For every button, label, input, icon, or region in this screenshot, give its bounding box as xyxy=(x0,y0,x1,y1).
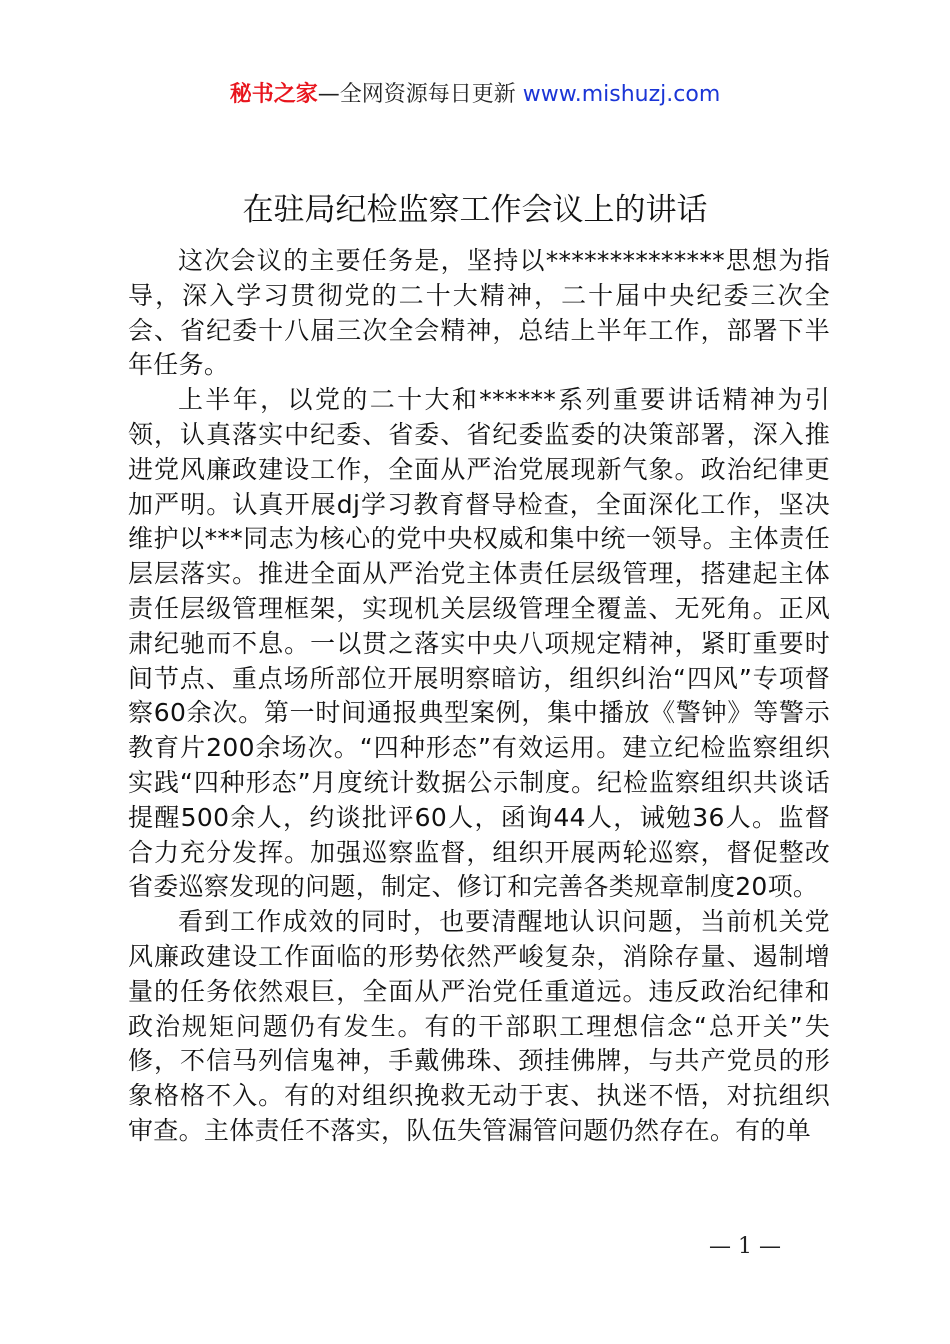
brand-name: 秘书之家 xyxy=(229,82,318,107)
paragraph-problems: 看到工作成效的同时，也要清醒地认识问题，当前机关党风廉政建设工作面临的形势依然严峻复杂，消除存量、遏制增量的任务依然艰巨，全面从严治党任重道远。违反政治纪律和政治规矩问题仍有发生。有的干部职工理想信念“总开关”失修，不信马列信鬼神，手戴佛珠、颈挂佛牌，与共产党员的形象格格不入。有的对组织挽救无动于衷、执迷不悟，对抗组织审查。主体责任不落实，队伍失管漏管问题仍然存在。有的单 xyxy=(128,907,830,1145)
page-number: — 1 — xyxy=(709,1234,781,1259)
document-title: 在驻局纪检监察工作会议上的讲话 xyxy=(242,192,708,228)
site-watermark-header xyxy=(0,80,950,110)
tagline: —全网资源每日更新 xyxy=(317,82,523,107)
paragraph-achievements: 上半年，以党的二十大和******系列重要讲话精神为引领，认真落实中纪委、省委、省纪委监委的决策部署，深入推进党风廉政建设工作，全面从严治党展现新气象。政治纪律更加严明。认真开展dj学习教育督导检查，全面深化工作，坚决维护以***同志为核心的党中央权威和集中统一领导。主体责任层层落实。推进全面从严治党主体责任层级管理，搭建起主体责任层级管理框架，实现机关层级管理全覆盖、无死角。正风肃纪驰而不息。一以贯之落实中央八项规定精神，紧盯重要时间节点、重点场所部位开展明察暗访，组织纠治“四风”专项督察60余次。第一时间通报典型案例，集中播放《警钟》等警示教育片200余场次。“四种形态”有效运用。建立纪检监察组织实践“四种形态”月度统计数据公示制度。纪检监察组织共谈话提醒500余人，约谈批评60人，函询44人，诫勉36人。监督合力充分发挥。加强巡察监督，组织开展两轮巡察，督促整改省委巡察发现的问题，制定、修订和完善各类规章制度20项。 xyxy=(128,385,830,902)
site-url: www.mishuzj.com xyxy=(522,82,721,107)
paragraph-intro: 这次会议的主要任务是，坚持以**************思想为指导，深入学习贯彻党的二十大精神，二十届中央纪委三次全会、省纪委十八届三次全会精神，总结上半年工作，部署下半年任务。 xyxy=(128,246,830,380)
document-body xyxy=(128,244,830,1149)
